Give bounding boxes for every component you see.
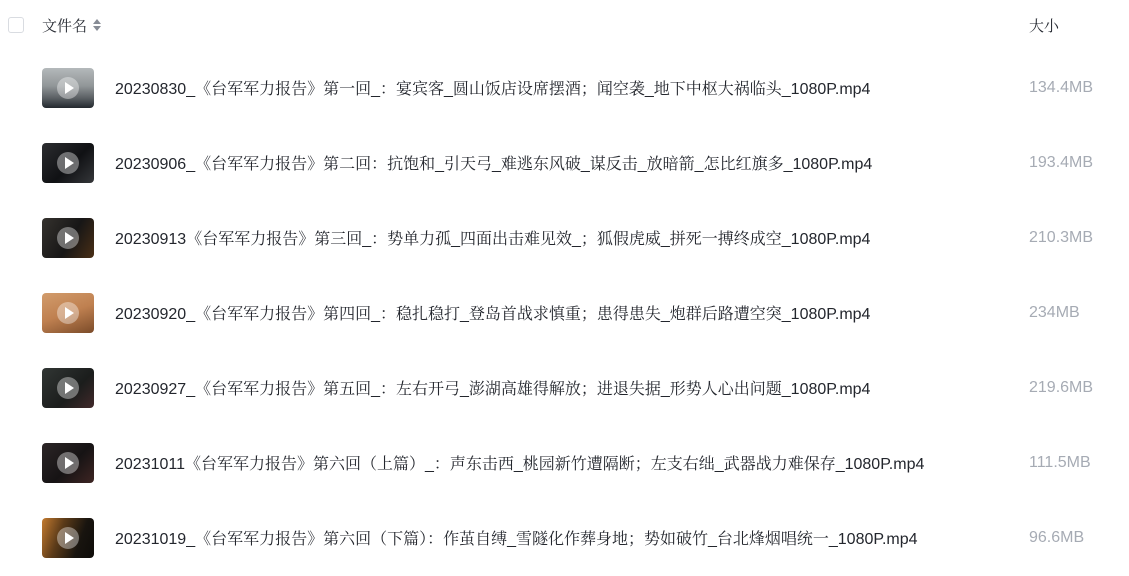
video-thumbnail[interactable]	[42, 143, 94, 183]
filename-column-header[interactable]	[42, 15, 101, 36]
file-name[interactable]: 20231019_《台军军力报告》第六回（下篇）：作茧自缚_雪隧化作葬身地；势如破竹_台北烽烟唱统一_1080P.mp4	[115, 531, 918, 548]
file-name[interactable]: 20230913《台军军力报告》第三回_：势单力孤_四面出击难见效_；狐假虎威_拼死一搏终成空_1080P.mp4	[115, 231, 871, 248]
play-icon	[57, 452, 79, 474]
file-row[interactable]	[0, 500, 1129, 575]
play-icon	[57, 77, 79, 99]
video-thumbnail[interactable]	[42, 518, 94, 558]
file-size: 219.6MB	[1029, 378, 1094, 396]
file-name[interactable]: 20230920_《台军军力报告》第四回_：稳扎稳打_登岛首战求慎重；患得患失_炮群后路遭空突_1080P.mp4	[115, 306, 871, 323]
file-name[interactable]: 20230906_《台军军力报告》第二回：抗饱和_引天弓_难逃东风破_谋反击_放暗箭_怎比红旗多_1080P.mp4	[115, 156, 873, 173]
play-icon	[57, 152, 79, 174]
sort-icon[interactable]	[93, 19, 101, 31]
video-thumbnail[interactable]	[42, 68, 94, 108]
file-size: 193.4MB	[1029, 153, 1094, 171]
video-thumbnail[interactable]	[42, 443, 94, 483]
file-row[interactable]	[0, 125, 1129, 200]
play-icon	[57, 227, 79, 249]
filename-column-label: 文件名	[42, 17, 88, 35]
file-row[interactable]	[0, 200, 1129, 275]
file-name[interactable]: 20231011《台军军力报告》第六回（上篇）_：声东击西_桃园新竹遭隔断；左支右绌_武器战力难保存_1080P.mp4	[115, 456, 925, 473]
file-size: 234MB	[1029, 303, 1080, 321]
file-row[interactable]	[0, 425, 1129, 500]
size-column-header: 大小	[1029, 17, 1060, 35]
file-size: 210.3MB	[1029, 228, 1094, 246]
play-icon	[57, 377, 79, 399]
file-name[interactable]: 20230927_《台军军力报告》第五回_：左右开弓_澎湖高雄得解放；进退失据_形势人心出问题_1080P.mp4	[115, 381, 871, 398]
file-size: 134.4MB	[1029, 78, 1094, 96]
file-row[interactable]	[0, 350, 1129, 425]
video-thumbnail[interactable]	[42, 293, 94, 333]
sort-desc-arrow-icon	[93, 26, 101, 31]
video-thumbnail[interactable]	[42, 218, 94, 258]
file-row[interactable]	[0, 275, 1129, 350]
file-name[interactable]: 20230830_《台军军力报告》第一回_：宴宾客_圆山饭店设席摆酒；闻空袭_地下中枢大祸临头_1080P.mp4	[115, 81, 871, 98]
play-icon	[57, 527, 79, 549]
sort-asc-arrow-icon	[93, 19, 101, 24]
list-header	[0, 0, 1129, 50]
file-size: 96.6MB	[1029, 528, 1085, 546]
play-icon	[57, 302, 79, 324]
select-all-checkbox[interactable]	[8, 17, 24, 33]
video-thumbnail[interactable]	[42, 368, 94, 408]
file-size: 111.5MB	[1029, 453, 1091, 471]
file-row[interactable]	[0, 50, 1129, 125]
